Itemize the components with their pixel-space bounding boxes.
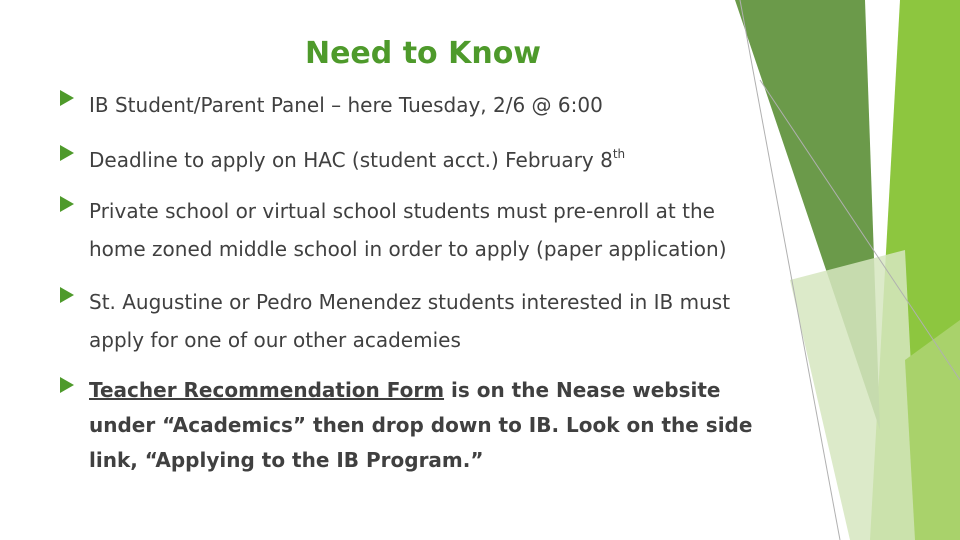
bullet-3-line-2: home zoned middle school in order to apply (paper application) — [89, 237, 727, 261]
bullet-3-text — [89, 192, 727, 268]
triangle-bullet-icon — [60, 196, 74, 212]
bullet-2-line-1: Deadline to apply on HAC (student acct.) February 8 — [89, 148, 613, 172]
bullet-1-line-1: IB Student/Parent Panel – here Tuesday, 2/6 @ 6:00 — [89, 93, 603, 117]
bullet-4-text — [89, 283, 730, 359]
triangle-bullet-icon — [60, 377, 74, 393]
teacher-recommendation-form-link[interactable]: Teacher Recommendation Form — [89, 378, 445, 402]
bullet-5-line-3: link, “Applying to the IB Program.” — [89, 448, 484, 472]
slide-title: Need to Know — [304, 36, 542, 71]
bullet-2-text — [89, 141, 625, 179]
bullet-2-superscript: th — [612, 147, 626, 161]
triangle-bullet-icon — [60, 145, 74, 161]
bullet-5-line-2: under “Academics” then drop down to IB. Look on the side — [89, 413, 753, 437]
bullet-4-line-1: St. Augustine or Pedro Menendez students interested in IB must — [89, 290, 731, 314]
bullet-4-line-2: apply for one of our other academies — [89, 328, 461, 352]
deco-shape-pale — [790, 250, 920, 540]
triangle-bullet-icon — [60, 90, 74, 106]
bullet-1-text — [89, 86, 603, 124]
bullet-5-line-1-rest: is on the Nease website — [444, 378, 721, 402]
bullet-3-line-1: Private school or virtual school students must pre-enroll at the — [89, 199, 715, 223]
triangle-bullet-icon — [60, 287, 74, 303]
bullet-5-text — [89, 373, 752, 478]
